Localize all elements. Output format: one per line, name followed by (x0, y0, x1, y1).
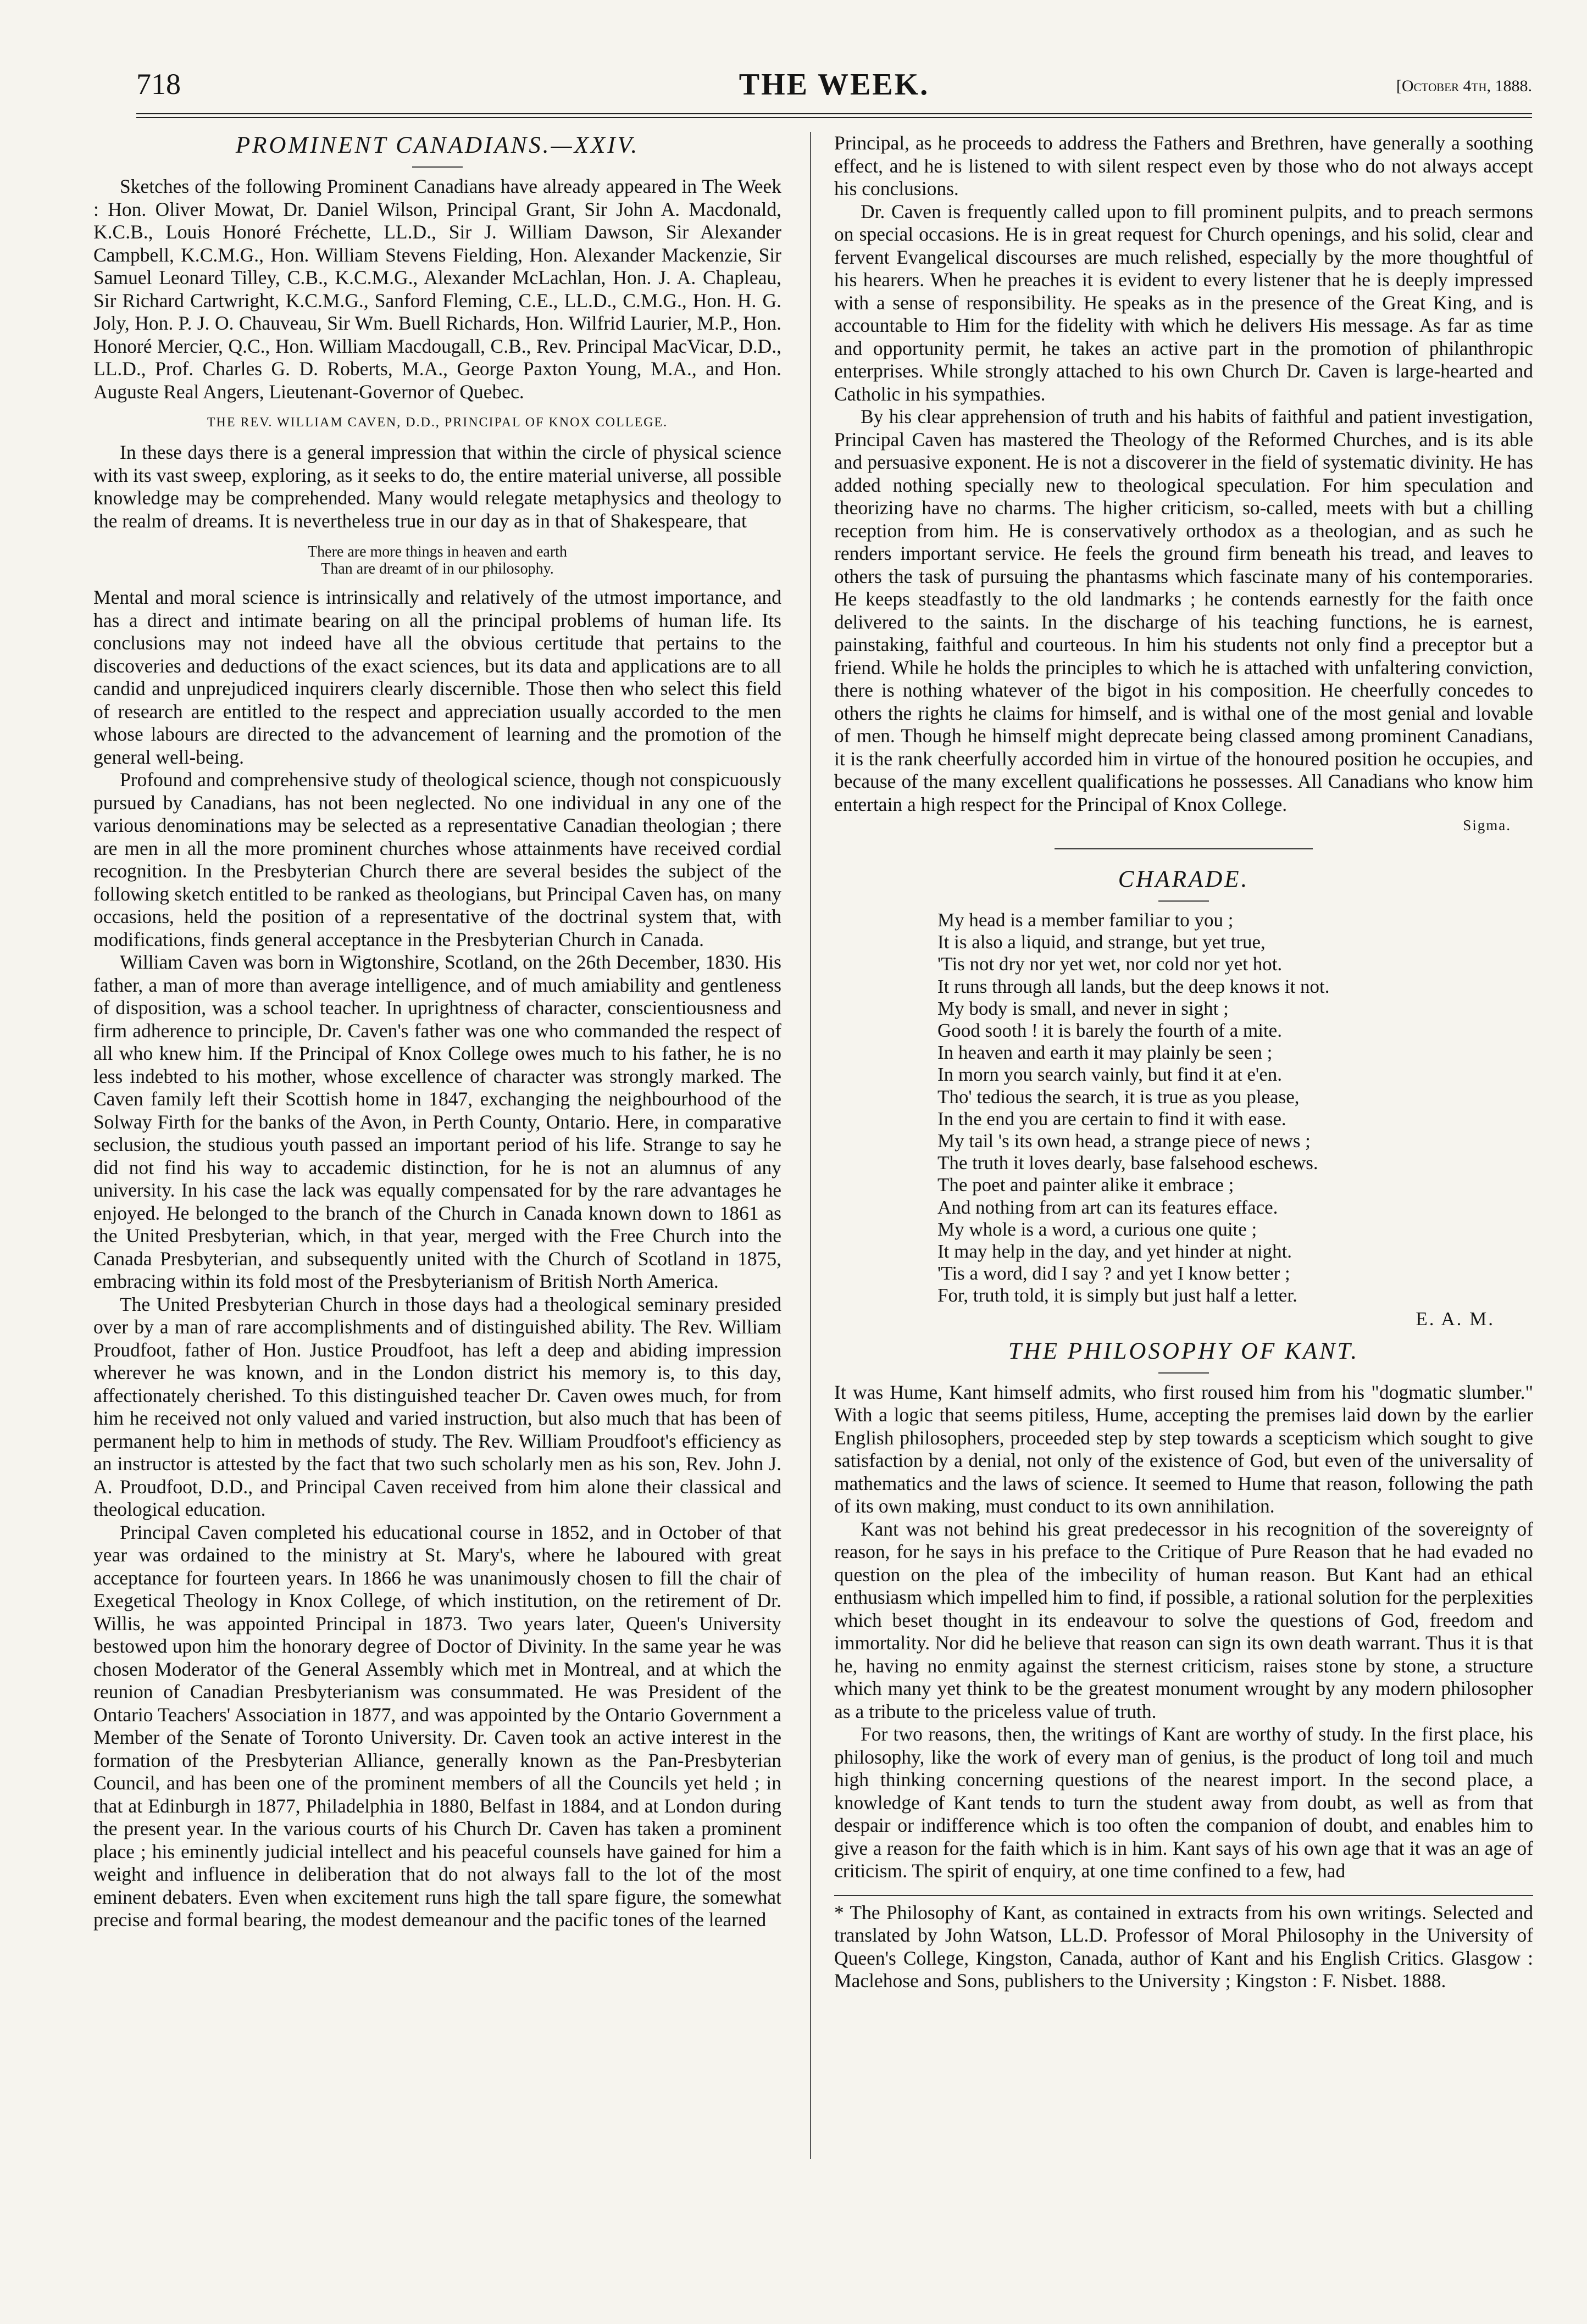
column-divider (810, 132, 811, 2159)
paragraph: Profound and comprehensive study of theological science, though not conspicuously pursued by Canadians, has not been neglected. No one individual in any one of the various denominations may be selected as a representative Canadian theologian ; there are men in all the more prominent churches whose attainments have received cordial recognition. In the Presbyterian Church there are several besides the subject of the following sketch entitled to be ranked as theologians, but Principal Caven has, on many occasions, held the position of a representative of the doctrinal system that, with modifications, finds general acceptance in the Presbyterian Church in Canada. (93, 769, 781, 950)
paragraph: Principal Caven completed his educational course in 1852, and in October of that year was ordained to the ministry at St. Mary's, where he laboured with great acceptance for fourteen years. In 1866 he was unanimously chosen to fill the chair of Exegetical Theology in Knox College, of which institution, on the retirement of Dr. Willis, he was appointed Principal in 1873. Two years later, Queen's University bestowed upon him the honorary degree of Doctor of Divinity. In the same year he was chosen Moderator of the General Assembly which met in Montreal, and at which the reunion of Canadian Presbyterianism was consummated. He was President of the Ontario Teachers' Association in 1877, and was appointed by the Ontario Government a Member of the Senate of Toronto University. Dr. Caven took an active interest in the formation of the Presbyterian Alliance, generally known as the Pan-Presbyterian Council, and has been one of the prominent members of all the Councils yet held ; in that at Edinburgh in 1877, Philadelphia in 1880, Belfast in 1884, and at London during the present year. In the various courts of his Church Dr. Caven has taken a prominent place ; his eminently judicial intellect and his peaceful counsels have gained for him a weight and influence in deliberation that do not always fall to the lot of the most eminent debaters. Even when excitement runs high the tall spare figure, the somewhat precise and formal bearing, the modest demeanour and the pacific tones of the learned (93, 1521, 781, 1931)
paragraph: By his clear apprehension of truth and his habits of faithful and patient investigation, Principal Caven has mastered the Theology of the Reformed Churches, and is its able and persuasive exponent. He is not a discoverer in the field of systematic divinity. He has added nothing specially new to theological speculation. For him speculation and theorizing have no charms. The higher criticism, so-called, meets with but a chilling reception from him. He is conservatively orthodox as a theologian, and as such he renders important service. He feels the ground firm beneath his tread, and leaves to others the task of pursuing the phantasms which fascinate many of his contemporaries. He keeps steadfastly to the old landmarks ; he contends earnestly for the faith once delivered to the saints. In the discharge of his teaching functions, he is earnest, painstaking, faithful and courteous. In him his students not only find a preceptor but a friend. While he holds the principles to which he is attached with unfaltering conviction, there is nothing whatever of the bigot in his composition. He cheerfully concedes to others the rights he claims for himself, and is withal one of the most genial and lovable of men. Though he himself might deprecate being classed among prominent Canadians, it is the rank cheerfully accorded him in virtue of the honoured position he occupies, and because of the many excellent qualifications he possesses. All Canadians who know him entertain a high respect for the Principal of Knox College. (834, 405, 1533, 815)
poem-line: My whole is a word, a curious one quite ; (937, 1218, 1257, 1240)
article-signature: Sigma. (1463, 817, 1511, 833)
section-separator (1055, 848, 1313, 849)
poem-line: For, truth told, it is simply but just half a letter. (937, 1285, 1297, 1306)
article-subhead: THE REV. WILLIAM CAVEN, D.D., PRINCIPAL OF KNOX COLLEGE. (207, 415, 668, 430)
poem-line: My tail 's its own head, a strange piece of news ; (937, 1130, 1311, 1152)
sketches-list: Sketches of the following Prominent Canadians have already appeared in The Week : Hon. Oliver Mowat, Dr. Daniel Wilson, Principal Grant, Sir John A. Macdonald, K.C.B., Louis Honoré Fréchette, LL.D., Sir J. William Dawson, Sir Alexander Campbell, K.C.M.G., Hon. William Stevens Fielding, Hon. Alexander Mackenzie, Sir Samuel Leonard Tilley, C.B., K.C.M.G., Alexander McLachlan, Hon. J. A. Chapleau, Sir Richard Cartwright, K.C.M.G., Sanford Fleming, C.E., LL.D., C.M.G., Hon. H. G. Joly, Hon. P. J. O. Chauveau, Sir Wm. Buell Richards, Hon. Wilfrid Laurier, M.P., Hon. Honoré Mercier, Q.C., Hon. William Macdougall, C.B., Rev. Principal MacVicar, D.D., LL.D., Prof. Charles G. D. Roberts, M.A., George Paxton Young, M.A., and Hon. Auguste Real Angers, Lieutenant-Governor of Quebec. (93, 175, 781, 403)
title-rule (1158, 1372, 1209, 1374)
shakespeare-quote (93, 543, 781, 577)
poem-line: It runs through all lands, but the deep knows it not. (937, 975, 1330, 997)
quote-line: There are more things in heaven and earth (308, 543, 567, 560)
poem-line: In the end you are certain to find it with ease. (937, 1108, 1286, 1130)
paragraph: Kant was not behind his great predecessor in his recognition of the sovereignty of reason, for he says in his preface to the Critique of Pure Reason that he had evaded no question on the plea of the imbecility of human reason. But Kant had an ethical enthusiasm which impelled him to find, if possible, a rational solution for the perplexities which beset thought in its endeavour to solve the questions of God, freedom and immortality. Nor did he believe that reason can sign its own death warrant. Thus it is that he, having no enmity against the sternest criticism, raises stone by stone, a structure which many yet think to be the greatest monument wrought by any modern philosopher as a tribute to the priceless value of truth. (834, 1517, 1533, 1722)
title-rule (412, 166, 463, 168)
footnote (834, 1895, 1533, 1993)
poem-line: Good sooth ! it is barely the fourth of a mite. (937, 1020, 1282, 1042)
masthead: THE WEEK. (739, 68, 930, 102)
poem-line: In heaven and earth it may plainly be seen ; (937, 1042, 1273, 1064)
poem-line: In morn you search vainly, but find it at e'en. (937, 1064, 1283, 1086)
right-column (834, 132, 1533, 2165)
paragraph: Principal, as he proceeds to address the Fathers and Brethren, have generally a soothing effect, and he is listened to with silent respect even by those who do not always accept his conclusions. (834, 132, 1533, 199)
paragraph: William Caven was born in Wigtonshire, Scotland, on the 26th December, 1830. His father, a man of more than average intelligence, and of much amiability and gentleness of disposition, was a school teacher. In uprightness of character, conscientiousness and firm adherence to principle, Dr. Caven's father was one who commanded the respect of all who knew him. If the Principal of Knox College owes much to his father, he is no less indebted to his mother, whose excellence of character was strongly marked. The Caven family left their Scottish home in 1847, exchanging the neighbourhood of the Solway Firth for the banks of the Avon, in Perth County, Ontario. Here, in comparative seclusion, the studious youth passed an important period of his life. Strange to say he did not find his way to accademic distinction, for he is not an alumnus of any university. In his case the lack was equally compensated for by the rare advantages he enjoyed. He belonged to the branch of the Church in Canada known down to 1861 as the United Presbyterian, which, in that year, merged with the Free Church into the Canada Presbyterian, and subsequently united with the Church of Scotland in 1875, embracing within its fold most of the Presbyterianism of British North America. (93, 951, 781, 1292)
page-header (136, 67, 1532, 111)
poem-line: The poet and painter alike it embrace ; (937, 1174, 1234, 1196)
issue-date: [October 4th, 1888. (1396, 77, 1532, 95)
poem-line: And nothing from art can its features efface. (937, 1196, 1278, 1218)
paragraph: In these days there is a general impression that within the circle of physical science with its vast sweep, exploring, as it seeks to do, the entire material universe, all possible knowledge may be comprehended. Many would relegate metaphysics and theology to the realm of dreams. It is nevertheless true in our day as in that of Shakespeare, that (93, 441, 781, 532)
poem-line: 'Tis not dry nor yet wet, nor cold nor yet hot. (937, 953, 1283, 975)
paragraph: The United Presbyterian Church in those days had a theological seminary presided over by a man of rare accomplishments and of distinguished ability. The Rev. William Proudfoot, father of Hon. Justice Proudfoot, has left a deep and abiding impression wherever he was known, and in the London district his memory is, to this day, affectionately cherished. To this distinguished teacher Dr. Caven owes much, for from him he received not only valued and varied instruction, but also much that has been of permanent help to him in methods of study. The Rev. William Proudfoot's efficiency as an instructor is attested by the fact that two such scholarly men as his son, Rev. John J. A. Proudfoot, D.D., and Principal Caven received from him alone their classical and theological education. (93, 1293, 781, 1520)
footnote-text: * The Philosophy of Kant, as contained in extracts from his own writings. Selected and translated by John Watson, LL.D. Professor of Moral Philosophy in the University of Queen's College, Kingston, Canada, author of Kant and his English Critics. Glasgow : Maclehose and Sons, publishers to the University ; Kingston : F. Nisbet. 1888. (834, 1901, 1533, 1992)
poem-line: Tho' tedious the search, it is true as you please, (937, 1086, 1300, 1108)
article-title-prominent-canadians: PROMINENT CANADIANS.—XXIV. (235, 132, 640, 158)
poem-line: It may help in the day, and yet hinder at night. (937, 1241, 1292, 1263)
page-number: 718 (136, 68, 181, 101)
poem-line: 'Tis a word, did I say ? and yet I know better ; (937, 1263, 1290, 1285)
paragraph: Dr. Caven is frequently called upon to fill prominent pulpits, and to preach sermons on special occasions. He is in great request for Church openings, and his solid, clear and fervent Evangelical discourses are much relished, especially by the more thoughtful of his hearers. When he preaches it is evident to every listener that he is deeply impressed with a sense of responsibility. He speaks as in the presence of the Great King, and is accountable to Him for the fidelity with which he delivers His message. As far as time and opportunity permit, he takes an active part in the promotion of philanthropic enterprises. While strongly attached to his own Church Dr. Caven is large-hearted and Catholic in his sympathies. (834, 200, 1533, 405)
paragraph: It was Hume, Kant himself admits, who first roused him from his "dogmatic slumber." With a logic that seems pitiless, Hume, accepting the premises laid down by the earlier English philosophers, proceeded step by step towards a scepticism which sought to give satisfaction by a denial, not only of the existence of God, but even of the universality of mathematics and the laws of science. It seemed to Hume that reason, following the path of its own making, must conduct to its own annihilation. (834, 1381, 1533, 1517)
header-rule-top (136, 113, 1532, 114)
paragraph: For two reasons, then, the writings of Kant are worthy of study. In the first place, his philosophy, like the work of every man of genius, is the product of long toil and much high thinking concerning questions of the nearest import. In the second place, a knowledge of Kant tends to turn the student away from doubt, as well as from that despair or indifference which is too often the companion of doubt, and enables him to give a reason for the faith which is in him. Kant says of his own age that it was an age of criticism. The spirit of enquiry, at one time confined to a few, had (834, 1723, 1533, 1882)
header-rule-bottom (136, 117, 1532, 118)
poem-line: My body is small, and never in sight ; (937, 997, 1229, 1019)
left-column (93, 132, 781, 2165)
charade-title: CHARADE. (1118, 866, 1250, 892)
quote-line: Than are dreamt of in our philosophy. (321, 560, 554, 577)
kant-title: THE PHILOSOPHY OF KANT. (1008, 1338, 1360, 1364)
paragraph: Mental and moral science is intrinsically and relatively of the utmost importance, and has a direct and intimate bearing on all the principal problems of human life. Its conclusions may not indeed have all the obvious certitude that pertains to the discoveries and deductions of the exact sciences, but its data and applications are to all candid and unprejudiced inquirers clearly discernible. Those then who select this field of research are entitled to the respect and appreciation usually accorded to the men whose labours are directed to the advancement of learning and the promotion of the general well-being. (93, 586, 781, 768)
poem-line: My head is a member familiar to you ; (937, 909, 1234, 931)
charade-poem (937, 909, 1533, 1307)
poem-signature: E. A. M. (1416, 1308, 1495, 1330)
title-rule (1158, 900, 1209, 902)
poem-line: The truth it loves dearly, base falsehood eschews. (937, 1152, 1318, 1174)
poem-line: It is also a liquid, and strange, but yet true, (937, 931, 1266, 953)
